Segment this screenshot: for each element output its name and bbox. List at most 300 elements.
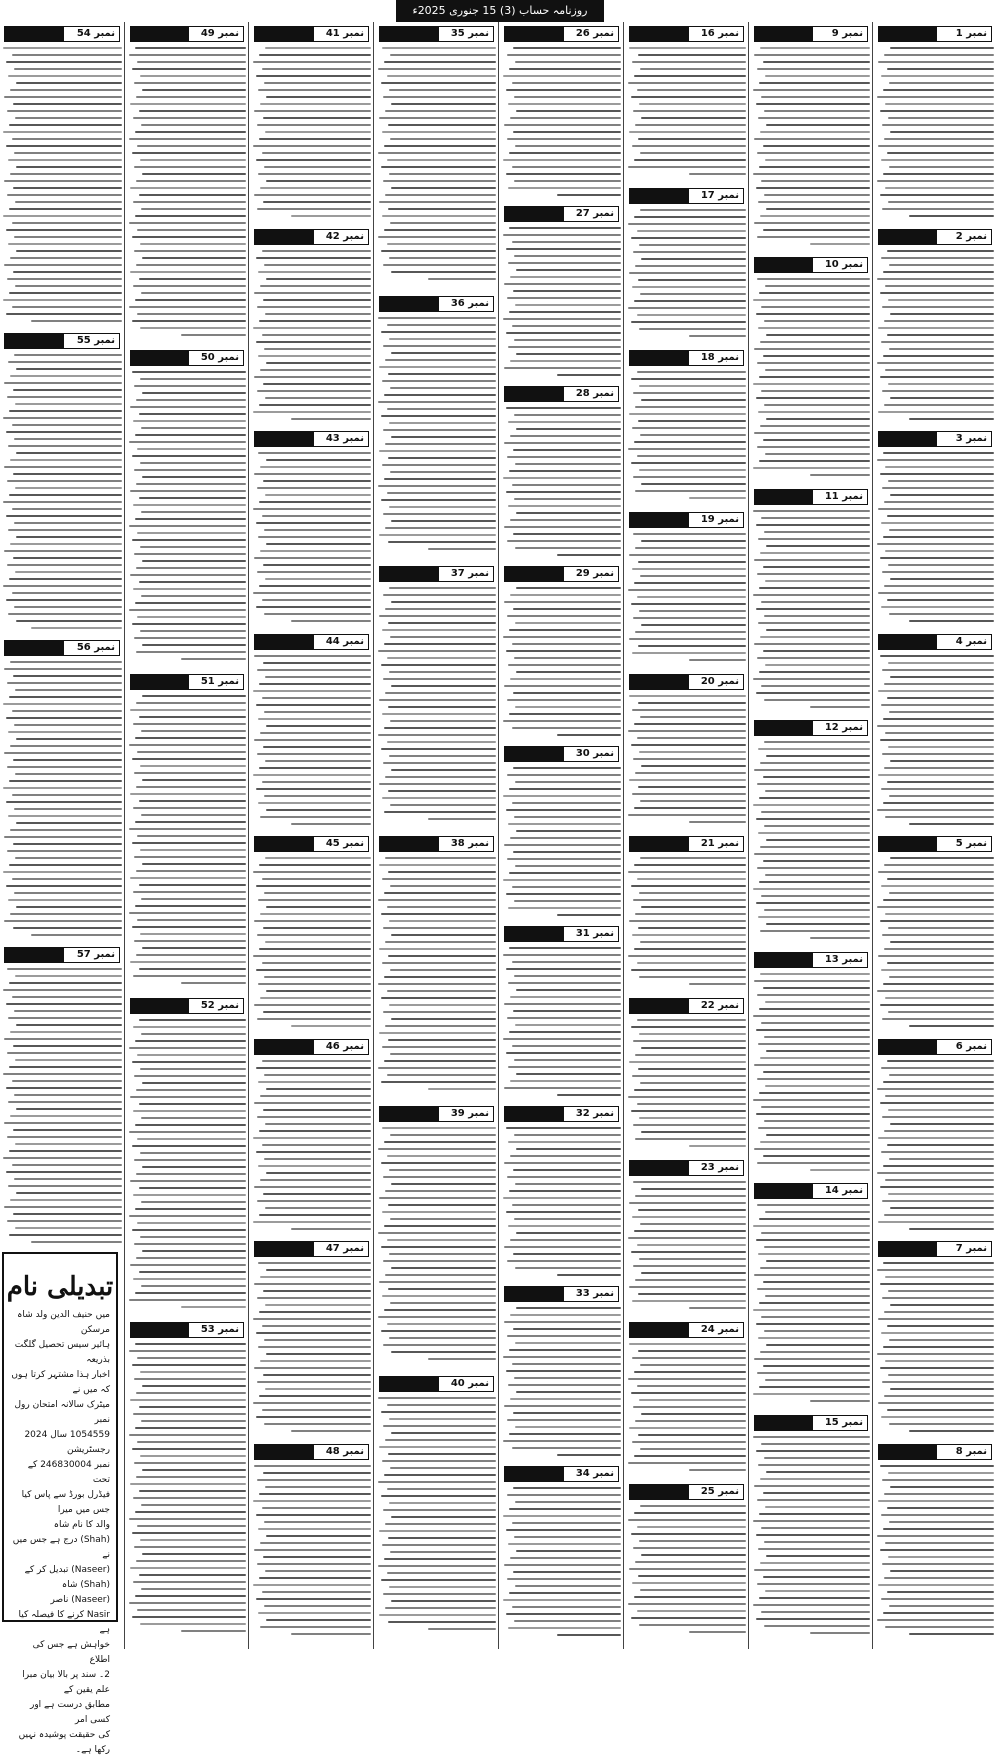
text-line <box>135 1343 246 1345</box>
text-line <box>254 920 371 922</box>
item-heading <box>254 634 369 650</box>
text-line <box>508 346 621 348</box>
text-line <box>266 990 371 992</box>
text-line <box>262 1060 371 1062</box>
text-line <box>629 554 746 556</box>
text-line <box>142 779 246 781</box>
text-line <box>889 1074 994 1076</box>
text-line <box>629 1343 746 1345</box>
text-line <box>509 1031 621 1033</box>
text-line <box>512 484 621 486</box>
text-line <box>387 75 496 77</box>
text-line <box>3 131 122 133</box>
text-line <box>4 466 122 468</box>
item-heading <box>379 1106 494 1122</box>
text-line <box>882 1381 994 1383</box>
text-line <box>257 208 371 210</box>
text-line <box>134 1159 246 1161</box>
text-line <box>137 229 246 231</box>
text-line <box>135 518 246 520</box>
text-line <box>129 1047 246 1049</box>
text-line <box>631 237 746 239</box>
heading-bar <box>255 837 314 851</box>
text-line <box>513 533 621 535</box>
text-line <box>428 818 496 820</box>
text-line <box>263 1556 371 1558</box>
text-line <box>881 606 994 608</box>
heading-bar <box>630 999 689 1013</box>
text-line <box>878 1318 994 1320</box>
text-line <box>130 490 246 492</box>
text-line <box>257 1479 371 1481</box>
text-line <box>763 1281 870 1283</box>
text-line <box>753 1520 870 1522</box>
text-line <box>4 382 122 384</box>
heading-bar <box>131 1323 189 1337</box>
text-line <box>503 795 621 797</box>
item-body-text <box>502 1307 621 1461</box>
text-line <box>382 962 496 964</box>
item-number: نمبر 21 <box>700 838 739 849</box>
text-line <box>8 75 122 77</box>
text-line <box>388 1621 496 1623</box>
item-heading <box>504 926 619 942</box>
item-number: نمبر 7 <box>955 1243 987 1254</box>
text-line <box>877 906 994 908</box>
text-line <box>259 138 371 140</box>
text-line <box>389 755 496 757</box>
item-body-text <box>2 661 122 942</box>
text-line <box>379 1446 496 1448</box>
text-line <box>516 1391 621 1393</box>
item-body-text <box>128 371 246 669</box>
text-line <box>632 934 746 936</box>
text-line <box>381 82 496 84</box>
text-line <box>909 620 994 622</box>
text-line <box>759 376 870 378</box>
text-line <box>137 919 246 921</box>
text-line <box>133 1413 246 1415</box>
text-line <box>757 278 870 280</box>
text-line <box>761 180 870 182</box>
text-line <box>877 725 994 727</box>
text-line <box>135 434 246 436</box>
text-line <box>3 417 122 419</box>
text-line <box>12 1164 122 1166</box>
text-line <box>887 697 994 699</box>
text-line <box>515 1342 621 1344</box>
text-line <box>142 863 246 865</box>
text-line <box>637 878 746 880</box>
text-line <box>382 1046 496 1048</box>
text-line <box>509 713 621 715</box>
text-line <box>140 243 246 245</box>
text-line <box>7 968 122 970</box>
text-line <box>253 1221 371 1223</box>
text-line <box>388 1288 496 1290</box>
text-line <box>379 948 496 950</box>
item-body-text <box>128 47 246 345</box>
text-line <box>885 1626 994 1628</box>
text-line <box>628 1603 746 1605</box>
text-line <box>632 427 746 429</box>
text-line <box>638 786 746 788</box>
text-line <box>265 131 371 133</box>
text-line <box>12 592 122 594</box>
item-body-text <box>876 1465 994 1642</box>
text-line <box>883 173 994 175</box>
text-line <box>760 1141 870 1143</box>
text-line <box>13 927 122 929</box>
text-line <box>388 208 496 210</box>
text-line <box>378 485 496 487</box>
item-body-text <box>752 973 870 1178</box>
text-line <box>134 772 246 774</box>
text-line <box>385 527 496 529</box>
text-line <box>264 976 371 978</box>
text-line <box>512 325 621 327</box>
text-line <box>758 1464 870 1466</box>
text-line <box>142 476 246 478</box>
text-line <box>515 1024 621 1026</box>
text-line <box>137 448 246 450</box>
item-heading <box>754 1415 868 1431</box>
text-line <box>764 404 870 406</box>
text-line <box>888 1193 994 1195</box>
item-body-text <box>627 1181 746 1317</box>
text-line <box>515 547 621 549</box>
text-line <box>513 1010 621 1012</box>
text-line <box>14 236 122 238</box>
text-line <box>631 96 746 98</box>
text-line <box>291 620 371 622</box>
text-line <box>385 1025 496 1027</box>
text-line <box>512 1447 621 1449</box>
text-line <box>761 1527 870 1529</box>
text-line <box>909 1228 994 1230</box>
text-line <box>878 955 994 957</box>
text-line <box>4 836 122 838</box>
text-line <box>389 1337 496 1339</box>
text-line <box>758 622 870 624</box>
text-line <box>139 1019 246 1021</box>
text-line <box>13 103 122 105</box>
text-line <box>129 1299 246 1301</box>
text-line <box>254 1283 371 1285</box>
heading-bar <box>380 567 439 581</box>
text-line <box>137 616 246 618</box>
item-number: نمبر 2 <box>955 231 987 242</box>
text-line <box>263 201 371 203</box>
text-line <box>889 82 994 84</box>
text-line <box>385 359 496 361</box>
text-line <box>387 159 496 161</box>
text-line <box>16 1024 122 1026</box>
text-line <box>387 243 496 245</box>
text-line <box>753 383 870 385</box>
text-line <box>765 790 870 792</box>
text-line <box>129 1434 246 1436</box>
text-line <box>385 443 496 445</box>
text-line <box>888 1011 994 1013</box>
text-line <box>635 1561 746 1563</box>
text-line <box>379 201 496 203</box>
item-body-text <box>377 47 496 291</box>
text-line <box>130 1180 246 1182</box>
text-line <box>516 1232 621 1234</box>
text-line <box>632 1357 746 1359</box>
text-line <box>7 278 122 280</box>
item-heading <box>379 836 494 852</box>
text-line <box>639 1540 746 1542</box>
text-line <box>139 581 246 583</box>
text-line <box>514 180 621 182</box>
text-line <box>381 1495 496 1497</box>
text-line <box>513 1412 621 1414</box>
text-line <box>262 697 371 699</box>
notice-line: فیڈرل بورڈ سے پاس کیا جس میں میرا <box>21 1490 110 1515</box>
text-line <box>760 341 870 343</box>
text-line <box>9 292 122 294</box>
text-line <box>810 1632 870 1634</box>
heading-bar <box>380 1377 439 1391</box>
text-line <box>256 1416 371 1418</box>
text-line <box>12 878 122 880</box>
text-line <box>137 1138 246 1140</box>
text-line <box>383 1509 496 1511</box>
notice-line: اخبار ہذا مشتہر کرتا ہوں کہ میں نے <box>11 1370 110 1395</box>
text-line <box>139 968 246 970</box>
text-line <box>640 1364 746 1366</box>
text-line <box>7 110 122 112</box>
text-line <box>508 262 621 264</box>
text-line <box>629 1568 746 1570</box>
text-line <box>390 471 496 473</box>
heading-bar <box>5 948 64 962</box>
text-line <box>260 1360 371 1362</box>
text-line <box>632 286 746 288</box>
text-line <box>503 234 621 236</box>
text-line <box>754 1064 870 1066</box>
text-line <box>878 1402 994 1404</box>
text-line <box>515 61 621 63</box>
text-line <box>885 1542 994 1544</box>
text-line <box>181 334 246 336</box>
text-line <box>639 328 746 330</box>
text-line <box>514 1134 621 1136</box>
text-line <box>13 759 122 761</box>
text-line <box>640 1082 746 1084</box>
item-heading <box>878 1444 992 1460</box>
text-line <box>514 498 621 500</box>
text-line <box>31 934 122 936</box>
item-number: نمبر 54 <box>76 28 115 39</box>
text-line <box>14 152 122 154</box>
text-line <box>507 456 621 458</box>
item-body-text <box>627 857 746 993</box>
text-line <box>878 871 994 873</box>
text-line <box>513 767 621 769</box>
text-line <box>135 1208 246 1210</box>
text-line <box>516 1073 621 1075</box>
text-line <box>634 582 746 584</box>
text-line <box>757 1288 870 1290</box>
text-line <box>381 913 496 915</box>
item-heading <box>754 952 868 968</box>
text-line <box>512 1363 621 1365</box>
item-number: نمبر 12 <box>824 722 863 733</box>
text-line <box>382 380 496 382</box>
text-line <box>885 732 994 734</box>
text-line <box>765 580 870 582</box>
text-line <box>137 1441 246 1443</box>
text-line <box>506 809 621 811</box>
item-body-text <box>128 1343 246 1641</box>
text-line <box>253 955 371 957</box>
text-line <box>384 229 496 231</box>
text-line <box>889 166 994 168</box>
text-line <box>383 345 496 347</box>
item-body-text <box>377 587 496 831</box>
text-line <box>883 899 994 901</box>
text-line <box>883 802 994 804</box>
text-line <box>137 751 246 753</box>
text-line <box>132 1616 246 1618</box>
text-line <box>266 906 371 908</box>
item-body-text <box>627 1343 746 1479</box>
text-line <box>134 82 246 84</box>
text-line <box>258 718 371 720</box>
text-line <box>132 1448 246 1450</box>
text-line <box>390 636 496 638</box>
text-line <box>887 1591 994 1593</box>
text-line <box>508 1543 621 1545</box>
text-line <box>628 814 746 816</box>
text-line <box>637 596 746 598</box>
heading-bar <box>630 513 689 527</box>
text-line <box>507 1578 621 1580</box>
text-line <box>640 1589 746 1591</box>
text-line <box>639 244 746 246</box>
text-line <box>881 522 994 524</box>
text-line <box>632 1300 746 1302</box>
text-line <box>381 1081 496 1083</box>
text-line <box>635 1054 746 1056</box>
heading-bar <box>5 641 64 655</box>
item-body-text <box>502 47 621 201</box>
text-line <box>253 1584 371 1586</box>
text-line <box>140 1371 246 1373</box>
text-line <box>757 68 870 70</box>
text-line <box>264 795 371 797</box>
text-line <box>878 327 994 329</box>
text-line <box>756 1239 870 1241</box>
text-line <box>389 1253 496 1255</box>
text-line <box>14 354 122 356</box>
text-line <box>142 560 246 562</box>
text-line <box>635 1195 746 1197</box>
text-line <box>383 1593 496 1595</box>
text-line <box>256 1332 371 1334</box>
text-line <box>387 990 496 992</box>
text-line <box>503 1599 621 1601</box>
text-line <box>766 1471 870 1473</box>
text-line <box>8 1185 122 1187</box>
text-line <box>7 396 122 398</box>
text-line <box>256 341 371 343</box>
text-line <box>510 276 621 278</box>
text-line <box>888 1290 994 1292</box>
text-line <box>510 1314 621 1316</box>
text-line <box>888 1472 994 1474</box>
item-heading <box>504 1286 619 1302</box>
item-number: نمبر 33 <box>575 1288 614 1299</box>
text-line <box>909 418 994 420</box>
text-line <box>881 1332 994 1334</box>
text-line <box>391 1516 496 1518</box>
text-line <box>513 449 621 451</box>
text-line <box>133 1278 246 1280</box>
text-line <box>7 564 122 566</box>
text-line <box>759 1008 870 1010</box>
text-line <box>765 874 870 876</box>
text-line <box>262 599 371 601</box>
notice-line: (Shah) درج ہے جس میں نے <box>12 1535 110 1560</box>
text-line <box>378 1481 496 1483</box>
notice-line: 1054559 سال 2024 رجسٹریشن <box>24 1430 110 1455</box>
heading-bar <box>879 837 937 851</box>
text-line <box>16 1192 122 1194</box>
item-number: نمبر 27 <box>575 208 614 219</box>
text-line <box>507 1419 621 1421</box>
text-line <box>137 1054 246 1056</box>
text-line <box>758 748 870 750</box>
item-heading <box>504 566 619 582</box>
text-line <box>266 180 371 182</box>
text-line <box>253 411 371 413</box>
text-line <box>639 892 746 894</box>
item-body-text <box>502 947 621 1101</box>
text-line <box>878 1500 994 1502</box>
text-line <box>258 452 371 454</box>
text-line <box>887 250 994 252</box>
text-line <box>758 201 870 203</box>
text-line <box>631 1026 746 1028</box>
text-line <box>385 1439 496 1441</box>
text-line <box>8 159 122 161</box>
text-line <box>384 1558 496 1560</box>
text-line <box>6 229 122 231</box>
text-line <box>254 1549 371 1551</box>
text-line <box>887 334 994 336</box>
text-line <box>508 907 621 909</box>
heading-bar <box>630 1485 689 1499</box>
text-line <box>516 671 621 673</box>
text-line <box>883 1081 994 1083</box>
text-line <box>388 373 496 375</box>
text-line <box>7 682 122 684</box>
text-line <box>4 1206 122 1208</box>
text-line <box>628 1519 746 1521</box>
text-line <box>390 1467 496 1469</box>
text-line <box>390 969 496 971</box>
text-line <box>16 82 122 84</box>
text-line <box>262 878 371 880</box>
text-line <box>909 823 994 825</box>
text-line <box>391 769 496 771</box>
text-line <box>8 613 122 615</box>
text-line <box>878 592 994 594</box>
